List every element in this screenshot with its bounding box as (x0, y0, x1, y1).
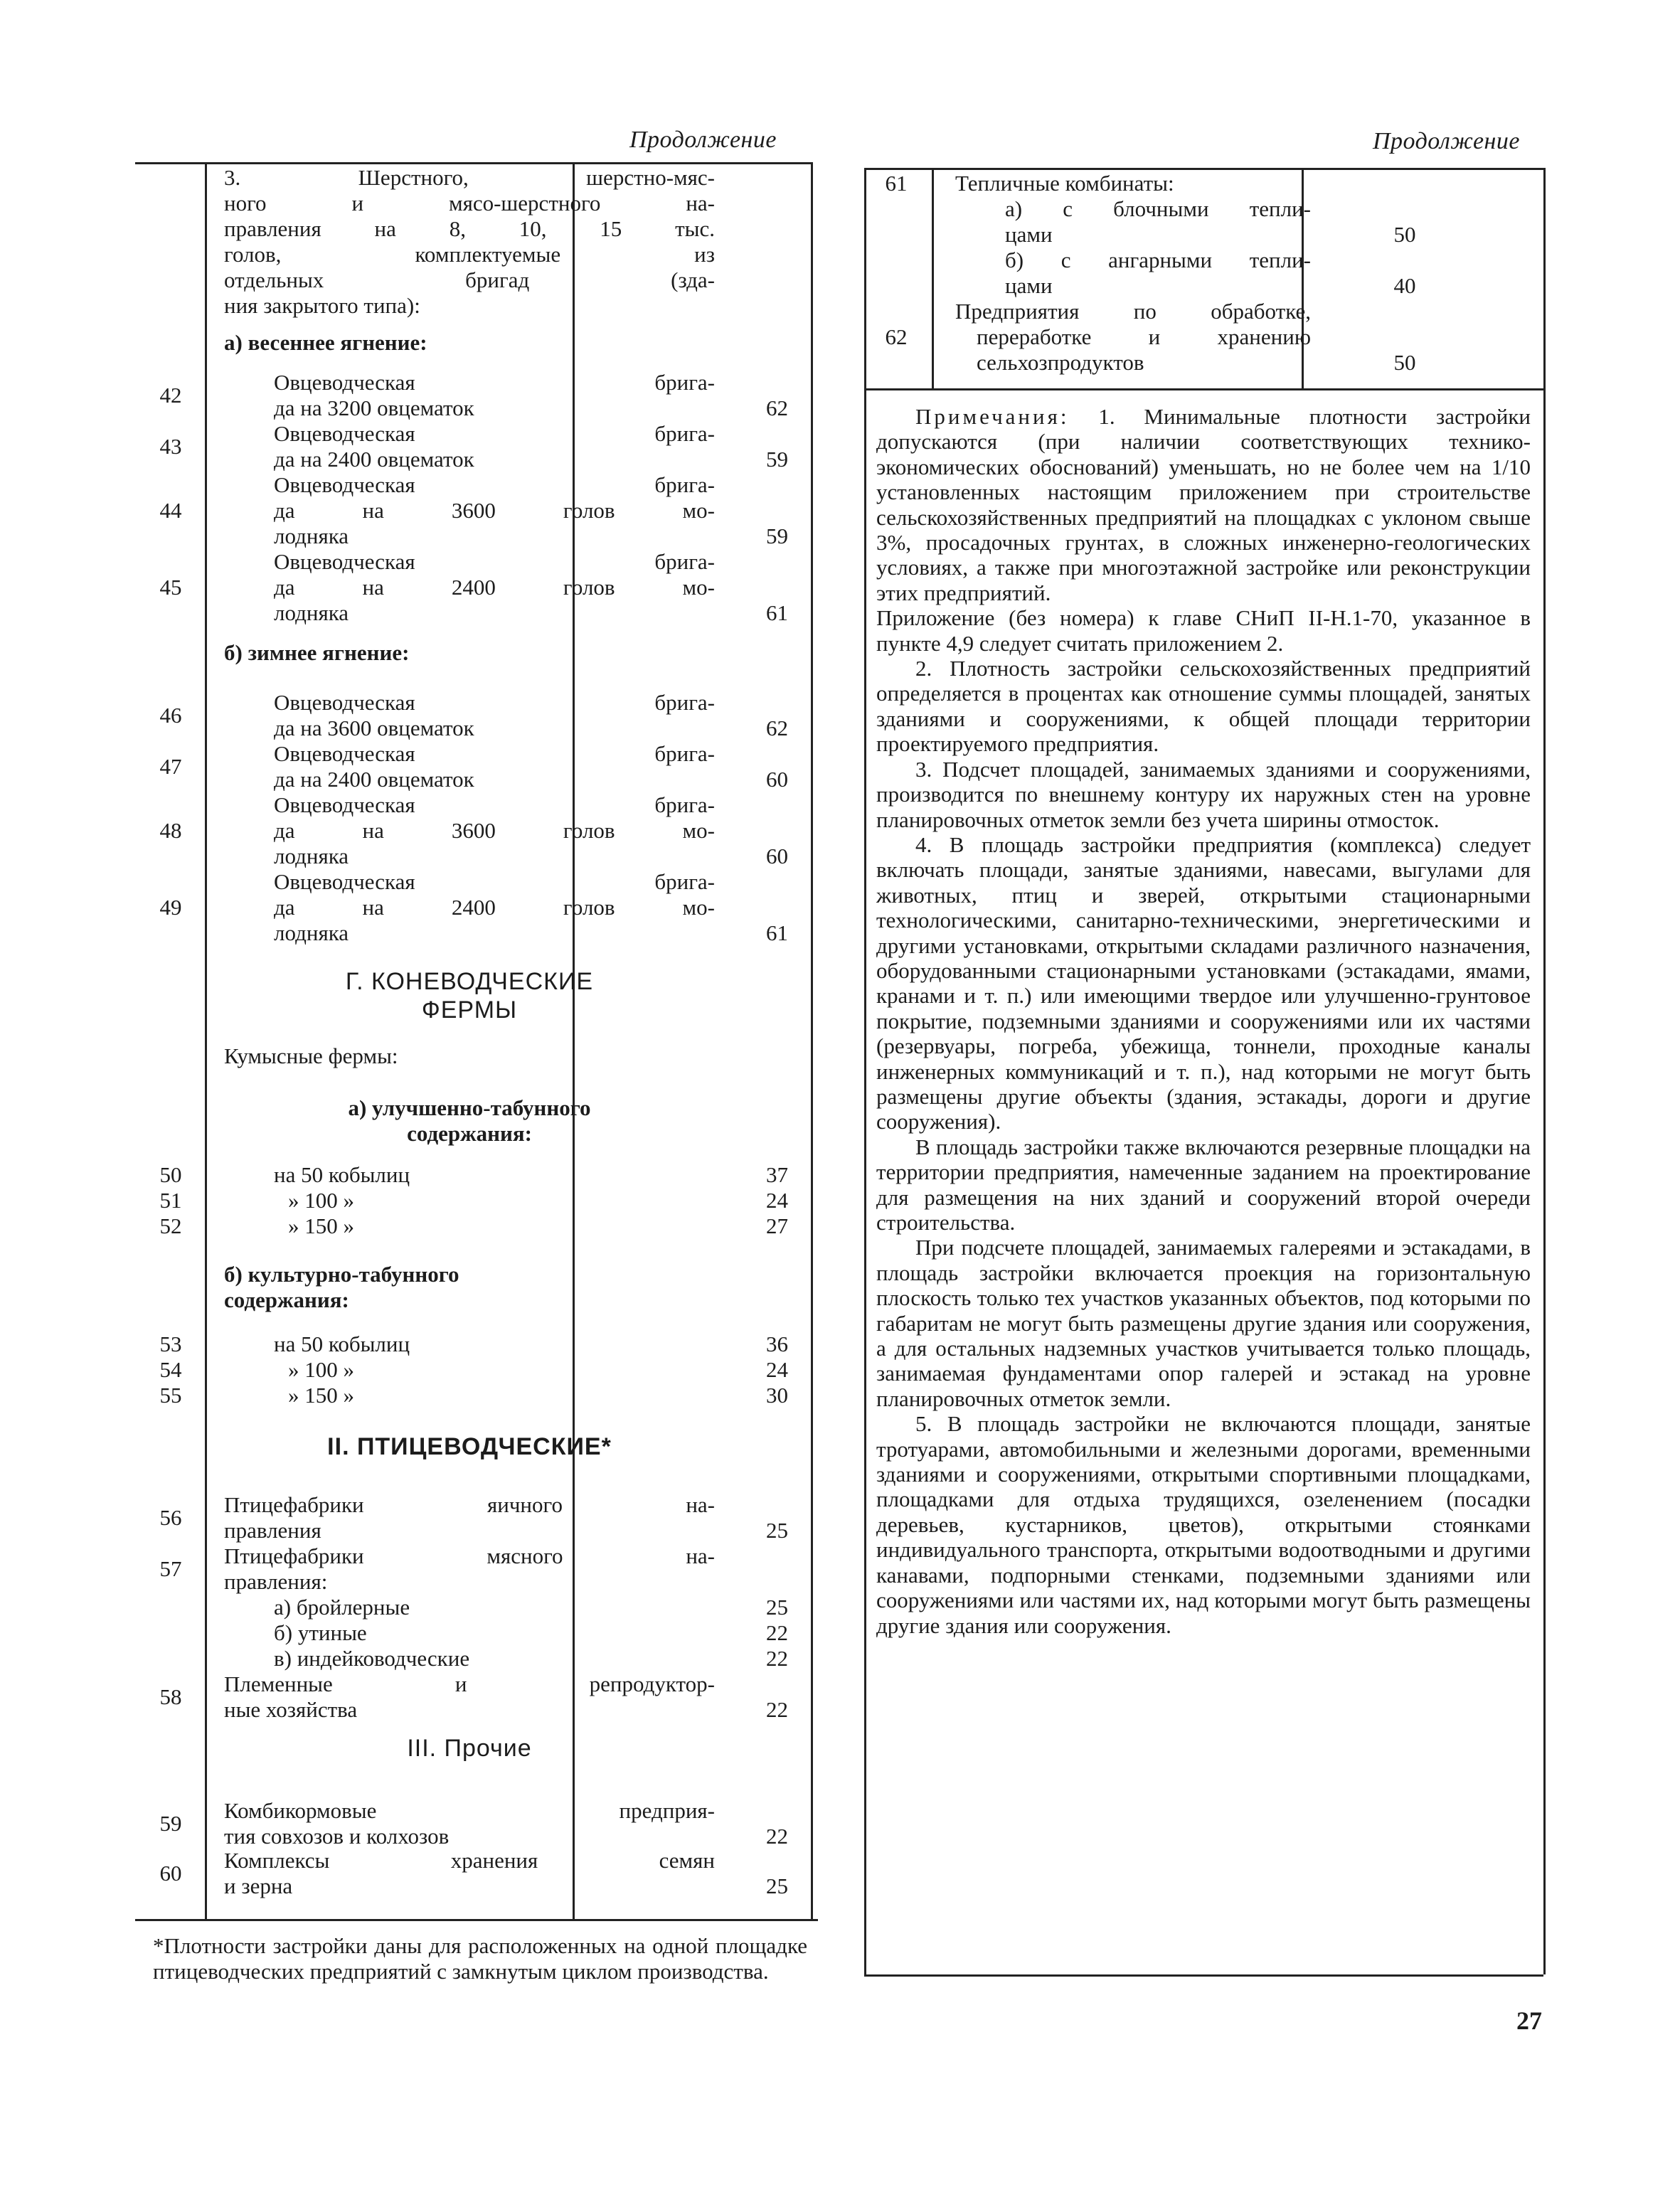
left-table-row-density-value: 25 (766, 1873, 788, 1898)
note-2: 2. Плотность застройки сельскохозяйственных предприятий определяется в процентах как отношение суммы площадей, занятых зданиями и сооружениями, к общей площади территории проектируемого предприятия. (876, 656, 1531, 757)
left-table-row-description (224, 1095, 715, 1147)
left-table-row-density-value: 61 (766, 920, 788, 945)
right-table (864, 171, 1536, 391)
notes-bottom-rule (864, 1974, 1543, 1977)
left-table-row-line: Овцеводческая брига- (274, 690, 715, 715)
left-table-row-description (224, 1595, 715, 1620)
left-table-row-line: » 150 » (288, 1213, 354, 1238)
left-table-row-line: Овцеводческая брига- (274, 370, 715, 395)
left-table-row-line: правления: (224, 1569, 328, 1594)
left-table-row-line: а) улучшенно-табунного (348, 1095, 591, 1120)
left-table-row-number: 44 (159, 498, 182, 523)
left-table-row-description (224, 640, 715, 666)
left-table-row-line: на 50 кобылиц (274, 1331, 410, 1356)
left-table-top-rule (135, 162, 811, 164)
left-table-row-description (224, 1734, 715, 1763)
left-table-row-number: 49 (159, 895, 182, 920)
left-table-row-density-value: 62 (766, 395, 788, 420)
left-table-row-description (224, 1620, 715, 1646)
right-table-row-line: переработке и хранению (977, 324, 1311, 349)
left-table-row-line: а) бройлерные (274, 1595, 410, 1620)
left-table-row-number: 42 (159, 383, 182, 408)
left-table-row-line: голов, комплектуемые из (224, 242, 715, 267)
left-table-row-line: » 150 » (288, 1383, 354, 1408)
left-table-row-number: 43 (159, 434, 182, 459)
left-table-row-line: да на 2400 голов мо- (274, 895, 715, 920)
left-table-row-line: ного и мясо-шерстного на- (224, 191, 715, 216)
left-table-row-density-value: 22 (766, 1824, 788, 1849)
left-table-row-line: Птицефабрики мясного на- (224, 1543, 715, 1568)
left-table-row-line: Овцеводческая брига- (274, 549, 715, 574)
left-table-row-line: а) весеннее ягнение: (224, 330, 427, 355)
left-table-row-line: в) индейководческие (274, 1646, 470, 1671)
left-table-row-number: 50 (159, 1162, 182, 1187)
left-table-row-line: Кумысные фермы: (224, 1043, 398, 1068)
right-table-row-description (955, 171, 1311, 196)
left-table-row-density-value: 27 (766, 1213, 788, 1238)
right-table-row-description (955, 196, 1311, 248)
left-table-row-number: 45 (159, 575, 182, 600)
left-table-row-density-value: 25 (766, 1595, 788, 1620)
left-table-row-line: ния закрытого типа): (224, 293, 420, 318)
note-1 (876, 404, 1531, 605)
note-1b: Приложение (без номера) к главе СНиП II-Н.1-70, указанное в пункте 4,9 следует считать приложением 2. (876, 605, 1531, 656)
left-table-row-line: б) утиные (274, 1620, 367, 1645)
note-4: 4. В площадь застройки предприятия (комплекса) следует включать площади, занятые зданиями, навесами, выгулами для животных, птиц и зверей, открытыми стационарными технологическими, санитарно-техническими, энергетическими и другими установками, открытыми складами различного назначения, оборудованными стационарными установками (эстакадами, ямами, кранами и т. п.) или имеющими твердое или улучшенно-грунтовое покрытие, подземными зданиями и сооружениями или их частями (резервуары, погреба, убежища, тоннели, проходные каналы инженерных коммуникаций и т. п.), над которыми не могут быть размещены другие объекты (здания, эстакады, дороги и другие сооружения). (876, 831, 1531, 1134)
note-1-text: 1. Минимальные плотности застройки допускаются (при наличии соответствующих технико-экономических обоснований) уменьшать, но не более чем на 1/10 установленных настоящим приложением при строительстве сельскохозяйственных предприятий на площадках с уклоном свыше 3%, просадочных грунтах, в сложных инженерно-геологических условиях, а также при многоэтажной застройке или реконструкции этих предприятий. (876, 404, 1531, 605)
page-number: 27 (1516, 2006, 1542, 2035)
left-table-row-line: и зерна (224, 1873, 293, 1898)
left-table-row-number: 48 (159, 818, 182, 843)
right-table-row-description (955, 248, 1311, 299)
left-table-row-line: да на 3600 голов мо- (274, 498, 715, 523)
right-column-right-edge (1543, 168, 1546, 1974)
left-table-row-line: б) зимнее ягнение: (224, 640, 410, 665)
left-table-row-line: на 50 кобылиц (274, 1162, 410, 1187)
left-table-row-description (224, 472, 715, 549)
left-table-row-line: 3. Шерстного, шерстно-мяс- (224, 165, 715, 190)
left-table-row-density-value: 59 (766, 523, 788, 548)
left-table-row-line: » 100 » (288, 1357, 354, 1382)
right-table-row-line: Тепличные комбинаты: (955, 171, 1174, 196)
left-table-row-line: ные хозяйства (224, 1697, 358, 1722)
right-table-row-density-value: 40 (1393, 273, 1416, 298)
right-table-row-line: цами (1005, 273, 1053, 298)
left-table-row-line: отдельных бригад (зда- (224, 267, 715, 292)
left-table-row-description (224, 1646, 715, 1671)
left-table-row-line: » 100 » (288, 1188, 354, 1213)
right-table-row-line: а) с блочными тепли- (1005, 196, 1311, 221)
left-table-row-density-value: 60 (766, 767, 788, 792)
right-table-row-number: 61 (885, 171, 908, 196)
left-table-row-description (224, 1262, 715, 1313)
right-table-row-number: 62 (885, 324, 908, 349)
left-table-row-number: 59 (159, 1811, 182, 1836)
left-table-row-line: Племенные и репродуктор- (224, 1671, 715, 1696)
notes-label: Примечания: (915, 404, 1070, 429)
left-table-row-line: лодняка (274, 844, 349, 868)
left-table-row-density-value: 22 (766, 1646, 788, 1671)
left-table-row-line: III. Прочие (407, 1735, 532, 1762)
left-table-row-description (224, 1432, 715, 1461)
left-table-row-description (224, 690, 715, 741)
footnote: *Плотности застройки даны для расположенных на одной площадке птицеводческих предприятий с замкнутым циклом производства. (153, 1933, 807, 1984)
left-table-row-description (224, 1798, 715, 1849)
left-table-row-number: 58 (159, 1684, 182, 1709)
left-table-row-number: 54 (159, 1357, 182, 1382)
left-table-row-line: Овцеводческая брига- (274, 472, 715, 497)
left-table-row-line: тия совхозов и колхозов (224, 1824, 450, 1849)
left-table-row-description (224, 421, 715, 472)
left-table-row-number: 56 (159, 1505, 182, 1530)
left-table-row-number: 47 (159, 754, 182, 779)
left-table-row-number: 53 (159, 1331, 182, 1356)
left-table-row-line: лодняка (274, 920, 349, 945)
left-table-row-description (224, 1188, 715, 1213)
left-table-row-description (224, 741, 715, 792)
left-table-row-description (224, 1331, 715, 1357)
right-table-row-density-value: 50 (1393, 350, 1416, 375)
left-table-row-line: да на 2400 овцематок (274, 447, 474, 472)
left-table-row-line: Овцеводческая брига- (274, 869, 715, 894)
left-table-row-density-value: 36 (766, 1331, 788, 1356)
left-table-row-line: да на 3600 овцематок (274, 716, 474, 740)
left-table-row-description (224, 1671, 715, 1723)
left-table-row-line: Г. КОНЕВОДЧЕСКИЕ (345, 968, 594, 995)
left-table-row-line: ФЕРМЫ (421, 996, 518, 1024)
left-table-row-description (224, 869, 715, 946)
left-table-row-density-value: 62 (766, 716, 788, 740)
left-table-row-number: 46 (159, 703, 182, 728)
left-table-row-description (224, 165, 715, 319)
left-table-row-density-value: 25 (766, 1518, 788, 1543)
left-table-row-description (224, 792, 715, 869)
left-table-row-density-value: 37 (766, 1162, 788, 1187)
left-table (135, 165, 818, 1922)
left-table-row-description (224, 1162, 715, 1188)
left-table-row-line: правления (224, 1518, 321, 1543)
left-table-row-line: Овцеводческая брига- (274, 741, 715, 766)
left-table-row-line: лодняка (274, 600, 349, 625)
left-table-row-description (224, 967, 715, 1024)
right-table-row-density-value: 50 (1393, 222, 1416, 247)
left-table-row-line: лодняка (274, 523, 349, 548)
left-table-row-description (224, 1383, 715, 1408)
left-table-row-description (224, 1492, 715, 1543)
right-column-left-edge (864, 168, 866, 1974)
left-table-row-line: II. ПТИЦЕВОДЧЕСКИЕ* (327, 1433, 612, 1460)
left-table-row-line: содержания: (224, 1287, 349, 1312)
left-table-row-line: содержания: (407, 1121, 532, 1146)
left-table-row-density-value: 59 (766, 447, 788, 472)
left-table-row-line: Овцеводческая брига- (274, 421, 715, 446)
left-table-row-density-value: 24 (766, 1357, 788, 1382)
left-table-row-number: 60 (159, 1861, 182, 1886)
left-table-row-line: Комплексы хранения семян (224, 1848, 715, 1873)
right-table-row-line: цами (1005, 222, 1053, 247)
continuation-label-left: Продолжение (629, 127, 777, 153)
left-table-row-line: да на 3600 голов мо- (274, 818, 715, 843)
left-table-row-line: б) культурно-табунного (224, 1262, 459, 1287)
left-table-row-density-value: 60 (766, 844, 788, 868)
right-table-row-line: Предприятия по обработке, (955, 299, 1311, 324)
right-table-row-description (955, 299, 1311, 376)
left-table-row-line: правления на 8, 10, 15 тыс. (224, 216, 715, 241)
left-table-row-density-value: 22 (766, 1697, 788, 1722)
left-table-row-number: 57 (159, 1556, 182, 1581)
left-table-row-line: да на 2400 голов мо- (274, 575, 715, 600)
left-table-row-description (224, 330, 715, 356)
left-table-row-line: да на 2400 овцематок (274, 767, 474, 792)
right-table-row-line: б) с ангарными тепли- (1005, 248, 1311, 272)
right-table-row-line: сельхозпродуктов (977, 350, 1144, 375)
left-table-row-number: 55 (159, 1383, 182, 1408)
left-table-row-description (224, 1848, 715, 1899)
left-table-row-density-value: 61 (766, 600, 788, 625)
left-table-row-line: Птицефабрики яичного на- (224, 1492, 715, 1517)
left-table-row-density-value: 30 (766, 1383, 788, 1408)
left-table-row-number: 51 (159, 1188, 182, 1213)
right-table-top-rule (864, 168, 1543, 170)
left-table-row-description (224, 1543, 715, 1595)
left-table-row-line: да на 3200 овцематок (274, 395, 474, 420)
note-3: 3. Подсчет площадей, занимаемых зданиями и сооружениями, производится по внешнему контуру их наружных стен на уровне планировочных отметок земли без учета ширины отмосток. (876, 756, 1531, 832)
left-table-row-description (224, 1213, 715, 1239)
left-table-row-description (224, 1357, 715, 1383)
note-4c: При подсчете площадей, занимаемых галереями и эстакадами, в площадь застройки включается проекция на горизонтальную плоскость только тех участков указанных объектов, под которыми по габаритам не могут быть размещены другие здания или сооружения, а для остальных надземных участков учитывается только площадь, занимаемая фундаментами опор галерей и эстакад на уровне планировочных отметок земли. (876, 1235, 1531, 1411)
left-table-row-description (224, 1043, 715, 1069)
left-table-row-number: 52 (159, 1213, 182, 1238)
note-5: 5. В площадь застройки не включаются площади, занятые тротуарами, автомобильными и железными дорогами, временными зданиями и сооружениями, открытыми спортивными площадками, площадками для отдыха трудящихся, озеленением (посадки деревьев, кустарников, цветов), открытыми стоянками индивидуального транспорта, открытыми водоотводными и другими канавами, подпорными стенками, подземными зданиями или сооружениями или частями их, над которыми могут быть размещены другие здания или сооружения. (876, 1411, 1531, 1638)
left-table-row-density-value: 24 (766, 1188, 788, 1213)
left-table-row-density-value: 22 (766, 1620, 788, 1645)
left-table-row-description (224, 370, 715, 421)
left-table-row-description (224, 549, 715, 626)
left-table-row-line: Комбикормовые предприя- (224, 1798, 715, 1823)
left-table-row-line: Овцеводческая брига- (274, 792, 715, 817)
continuation-label-right: Продолжение (1373, 128, 1521, 154)
notes-block (876, 404, 1531, 1638)
note-4b: В площадь застройки также включаются резервные площадки на территории предприятия, намеченные заданием на проектирование для размещения на них зданий и сооружений второй очереди строительства. (876, 1134, 1531, 1235)
